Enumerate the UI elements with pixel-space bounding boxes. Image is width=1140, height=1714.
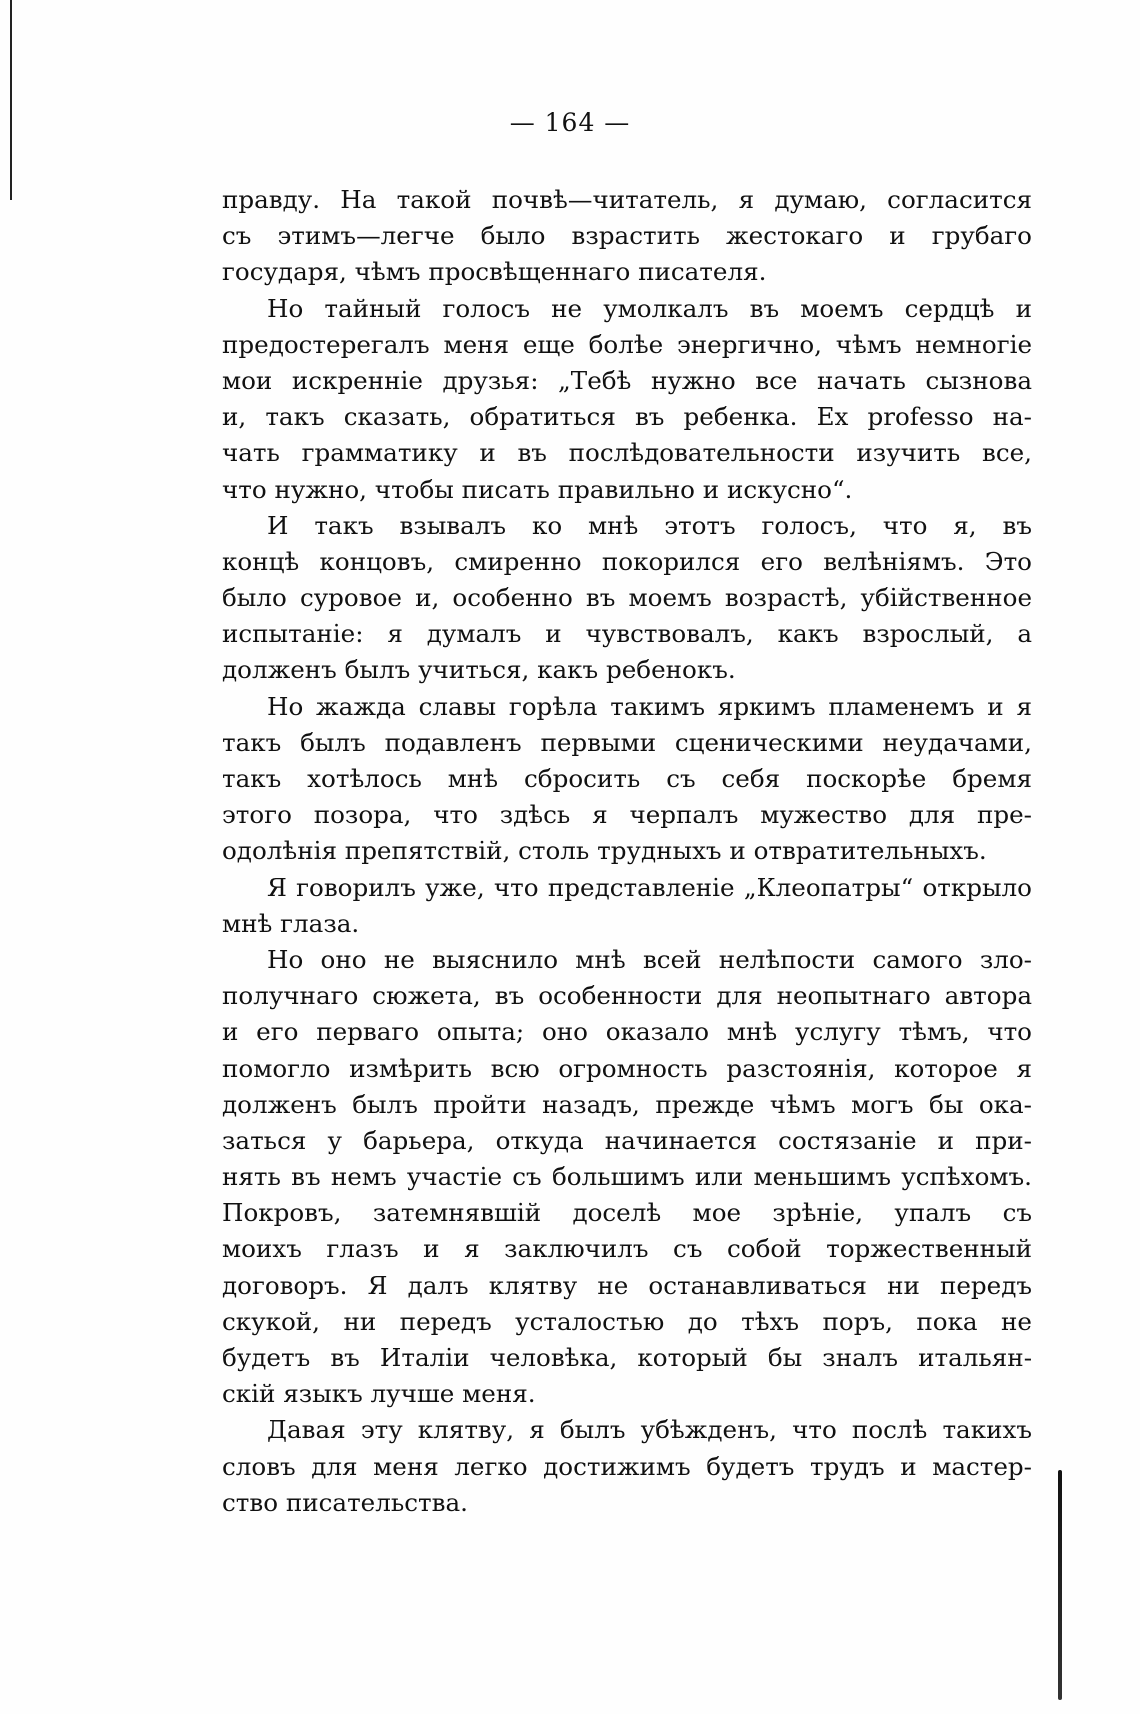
text-line: скукой, ни передъ усталостью до тѣхъ поръ, пока не: [222, 1306, 1032, 1336]
text-line: и, такъ сказать, обратиться въ ребенка. Ex professo на-: [222, 402, 1032, 432]
body-text: [222, 182, 1032, 1521]
text-line: государя, чѣмъ просвѣщеннаго писателя.: [222, 257, 767, 287]
text-line: моихъ глазъ и я заключилъ съ собой торжественный: [222, 1234, 1032, 1264]
text-line: ство писательства.: [222, 1487, 468, 1517]
text-line: Но жажда славы горѣла такимъ яркимъ пламенемъ и я: [267, 691, 1032, 721]
text-line: нять въ немъ участіе съ большимъ или меньшимъ успѣхомъ.: [222, 1162, 1032, 1192]
text-line: Я говорилъ уже, что представленіе „Клеопатры“ открыло: [267, 872, 1032, 902]
text-line: правду. На такой почвѣ—читатель, я думаю, согласится: [222, 185, 1032, 214]
text-line: получнаго сюжета, въ особенности для неопытнаго автора: [222, 981, 1032, 1011]
text-line: скій языкъ лучше меня.: [222, 1379, 536, 1409]
text-line: заться у барьера, откуда начинается состязаніе и при-: [222, 1125, 1032, 1155]
page-number: — 164 —: [509, 108, 631, 137]
text-line: что нужно, чтобы писать правильно и искусно“.: [222, 474, 853, 504]
text-line: одолѣнія препятствій, столь трудныхъ и отвратительныхъ.: [222, 836, 987, 866]
text-line: мнѣ глаза.: [222, 908, 360, 938]
text-line: концѣ концовъ, смиренно покорился его велѣніямъ. Это: [222, 546, 1032, 576]
text-line: съ этимъ—легче было взрастить жестокаго и грубаго: [222, 221, 1032, 251]
text-line: Покровъ, затемнявшій доселѣ мое зрѣніе, упалъ съ: [222, 1198, 1032, 1228]
scan-edge-line: [10, 0, 12, 200]
text-line: договоръ. Я далъ клятву не останавливаться ни передъ: [222, 1270, 1032, 1300]
text-line: Давая эту клятву, я былъ убѣжденъ, что послѣ такихъ: [267, 1415, 1032, 1445]
text-line: и его перваго опыта; оно оказало мнѣ услугу тѣмъ, что: [222, 1017, 1032, 1047]
text-line: Но оно не выяснило мнѣ всей нелѣпости самого зло-: [267, 944, 1032, 974]
text-line: Но тайный голосъ не умолкалъ въ моемъ сердцѣ и: [267, 293, 1032, 323]
text-line: предостерегалъ меня еще болѣе энергично, чѣмъ немногіе: [222, 329, 1032, 359]
text-line: испытаніе: я думалъ и чувствовалъ, какъ взрослый, а: [222, 619, 1032, 649]
text-line: долженъ былъ учиться, какъ ребенокъ.: [222, 655, 736, 685]
text-line: И такъ взывалъ ко мнѣ этотъ голосъ, что я, въ: [267, 510, 1032, 540]
text-line: чать грамматику и въ послѣдовательности изучить все,: [222, 438, 1032, 468]
scan-margin-mark: [1058, 1470, 1062, 1700]
text-line: долженъ былъ пройти назадъ, прежде чѣмъ могъ бы ока-: [222, 1089, 1032, 1119]
text-line: этого позора, что здѣсь я черпалъ мужество для пре-: [222, 800, 1032, 830]
text-line: такъ хотѣлось мнѣ сбросить съ себя поскорѣе бремя: [222, 764, 1032, 793]
text-line: словъ для меня легко достижимъ будетъ трудъ и мастер-: [222, 1451, 1032, 1481]
text-line: помогло измѣрить всю огромность разстоянія, которое я: [222, 1053, 1032, 1083]
text-line: мои искренніе друзья: „Тебѣ нужно все начать сызнова: [222, 365, 1032, 395]
text-line: было суровое и, особенно въ моемъ возрастѣ, убійственное: [222, 583, 1032, 613]
text-line: такъ былъ подавленъ первыми сценическими неудачами,: [222, 727, 1032, 757]
text-line: будетъ въ Италіи человѣка, который бы зналъ итальян-: [222, 1343, 1032, 1372]
